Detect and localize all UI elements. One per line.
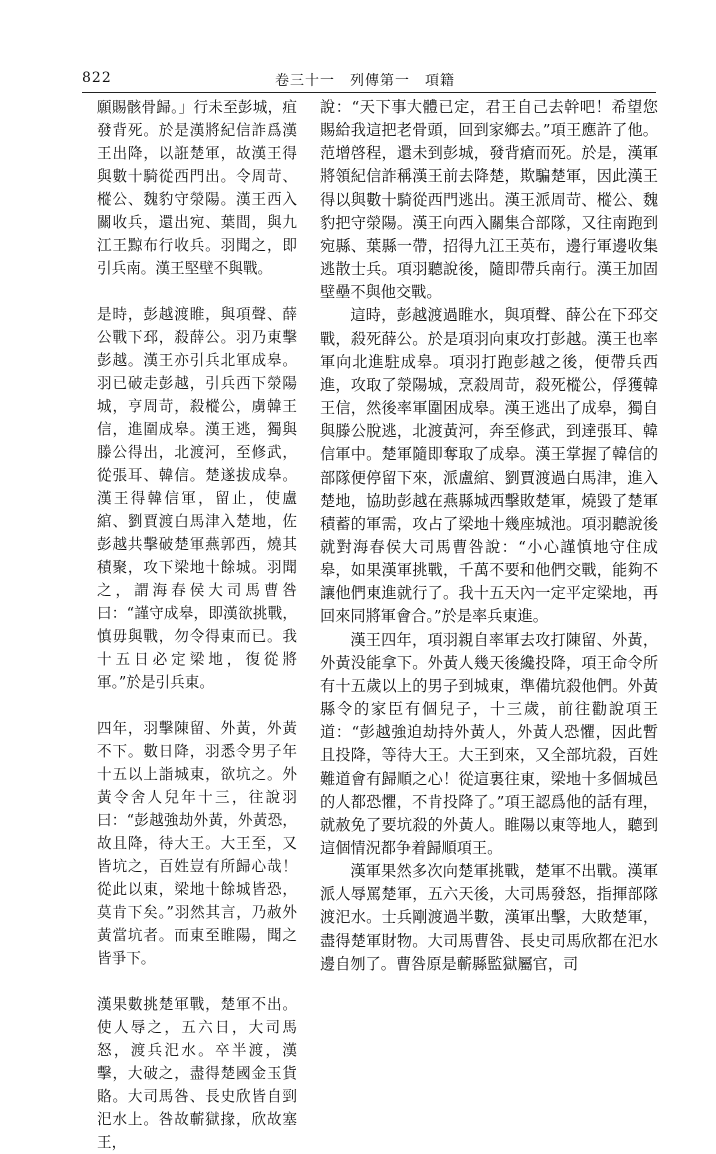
classical-paragraph: 漢果數挑楚軍戰，楚軍不出。使人辱之，五六日，大司馬怒，渡兵汜水。卒半渡，漢擊，大破之，盡得楚國金玉貨賂。大司馬咎、長史欣皆自剄汜水上。咎故蘄獄掾，欣故塞王， [97,996,297,1151]
classical-paragraph: 願賜骸骨歸。」行未至彭城，疽發背死。於是漢將紀信詐爲漢王出降，以誑楚軍，故漢王得與數十騎從西門出。令周苛、樅公、魏豹守滎陽。漢王西入關收兵，還出宛、葉間，與九江王黥布行收兵。羽聞之，即引兵南。漢王堅壁不與戰。 [97,99,297,277]
translation-paragraph: 漢王四年，項羽親自率軍去攻打陳留、外黃，外黃没能拿下。外黃人幾天後纔投降，項王命令所有十五歲以上的男子到城東，準備坑殺他們。外黃縣令的家臣有個兒子，十三歲，前往勸說項王道：“彭越強迫劫持外黃人，外黃人恐懼，因此暫且投降，等待大王。大王到來，又全部坑殺，百姓難道會有歸順之心！從這裏往東，梁地十多個城邑的人都恐懼，不肯投降了。”項王認爲他的話有理，就赦免了要坑殺的外黃人。睢陽以東等地人，聽到這個情況都争着歸順項王。 [320,630,658,857]
translation-paragraph: 漢軍果然多次向楚軍挑戰，楚軍不出戰。漢軍派人辱罵楚軍，五六天後，大司馬發怒，指揮部隊渡汜水。士兵剛渡過半數，漢軍出擊，大敗楚軍，盡得楚軍財物。大司馬曹咎、長史司馬欣都在汜水邊自刎了。曹咎原是蘄縣監獄屬官，司 [320,862,658,973]
classical-paragraph: 四年，羽擊陳留、外黃，外黃不下。數日降，羽悉令男子年十五以上詣城東，欲坑之。外黃令舍人兒年十三，往說羽曰：“彭越強劫外黃，外黃恐，故且降，待大王。大王至，又皆坑之，百姓豈有所歸心哉！從此以東，梁地十餘城皆恐，莫肯下矣。”羽然其言，乃赦外黃當坑者。而東至睢陽，聞之皆爭下。 [97,720,297,967]
header-rule [82,92,656,93]
translation-column [320,96,658,976]
running-head: 卷三十一 列傳第一 項籍 [275,73,455,89]
translation-paragraph: 說：“天下事大體已定，君王自己去幹吧！希望您賜給我這把老骨頭，回到家鄉去。”項王應許了他。范增啓程，還未到彭城，發背瘡而死。於是，漢軍將領紀信詐稱漢王前去降楚，欺騙楚軍，因此漢王得以與數十騎從西門逃出。漢王派周苛、樅公、魏豹把守滎陽。漢王向西入關集合部隊，又往南跑到宛縣、葉縣一帶，招得九江王英布，邊行軍邊收集逃散士兵。項羽聽說後，隨即帶兵南行。漢王加固壁壘不與他交戰。 [320,98,658,302]
page-header [0,0,716,100]
translation-paragraph: 這時，彭越渡過睢水，與項聲、薛公在下邳交戰，殺死薛公。於是項羽向東攻打彭越。漢王也率軍向北進駐成皋。項羽打跑彭越之後，便帶兵西進，攻取了滎陽城，烹殺周苛，殺死樅公，俘獲韓王信，然後率軍圍困成皋。漢王逃出了成皋，獨自與滕公脫逃，北渡黃河，奔至修武，到達張耳、韓信軍中。楚軍隨即奪取了成皋。漢王掌握了韓信的部隊便停留下來，派盧綰、劉賈渡過白馬津，進入楚地，協助彭越在燕縣城西擊敗楚軍，燒毀了楚軍積蓄的軍需，攻占了梁地十幾座城池。項羽聽說後就對海春侯大司馬曹咎說：“小心謹慎地守住成皋，如果漢軍挑戰，千萬不要和他們交戰，能夠不讓他們東進就行了。我十五天內一定平定梁地，再回來同將軍會合。”於是率兵東進。 [320,306,658,626]
classical-paragraph: 是時，彭越渡睢，與項聲、薛公戰下邳，殺薛公。羽乃東擊彭越。漢王亦引兵北軍成皋。羽已破走彭越，引兵西下滎陽城，亨周苛，殺樅公，虜韓王信，進圍成皋。漢王逃，獨與滕公得出，北渡河，至修武，從張耳、韓信。楚遂拔成皋。漢王得韓信軍，留止，使盧綰、劉賈渡白馬津入楚地，佐彭越共擊破楚軍燕郭西，燒其積聚，攻下梁地十餘城。羽聞之，謂海春侯大司馬曹咎曰：“謹守成皋，即漢欲挑戰，慎毋與戰，勿令得東而已。我十五日必定梁地，復從將軍。”於是引兵東。 [97,306,297,691]
classical-text-column [97,96,297,1154]
page-number: 822 [82,70,112,86]
